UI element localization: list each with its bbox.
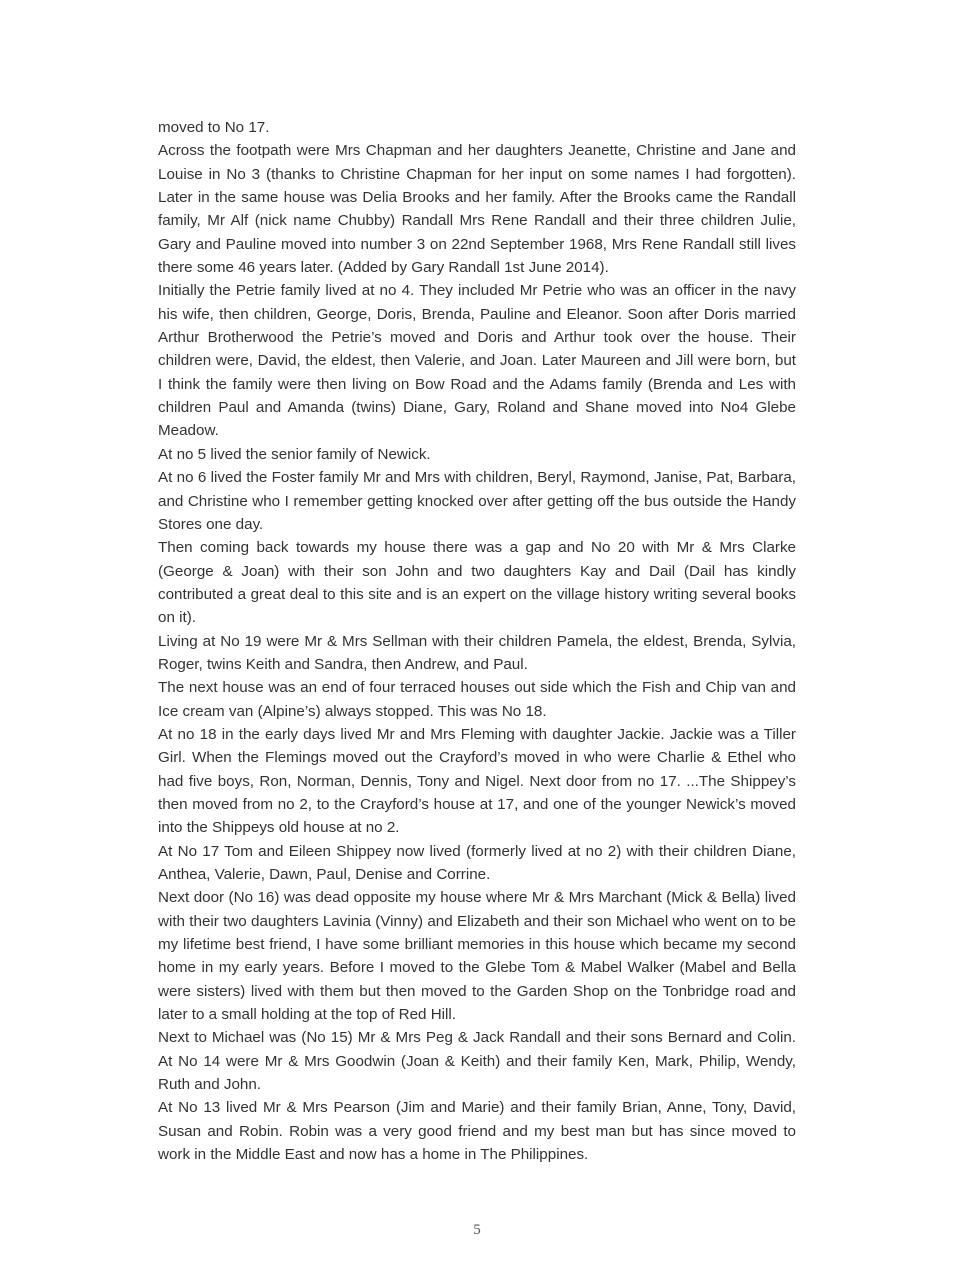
paragraph-no17-shippey: At No 17 Tom and Eileen Shippey now lived (formerly lived at no 2) with their children Diane, Anthea, Valerie, Dawn, Paul, Denise and Corrine.: [158, 842, 796, 883]
paragraph-no6-foster: At no 6 lived the Foster family Mr and Mrs with children, Beryl, Raymond, Janise, Pat, Barbara, and Christine who I remember getting knocked over after getting off the bus outside the Handy Stores one day.: [158, 469, 796, 533]
paragraph-no18-terrace: The next house was an end of four terraced houses out side which the Fish and Chip van and Ice cream van (Alpine’s) always stopped. This was No 18.: [158, 679, 796, 720]
document-body: [158, 116, 796, 1166]
paragraph-no4-petrie: Initially the Petrie family lived at no 4. They included Mr Petrie who was an officer in the navy his wife, then children, George, Doris, Brenda, Pauline and Eleanor. Soon after Doris married Arthur Brotherwood the Petrie’s moved and Doris and Arthur took over the house. Their children were, David, the eldest, then Valerie, and Joan. Later Maureen and Jill were born, but I think the family were then living on Bow Road and the Adams family (Brenda and Les with children Paul and Amanda (twins) Diane, Gary, Roland and Shane moved into No4 Glebe Meadow.: [158, 282, 796, 440]
paragraph-no20-clarke: Then coming back towards my house there was a gap and No 20 with Mr & Mrs Clarke (George & Joan) with their son John and two daughters Kay and Dail (Dail has kindly contributed a great deal to this site and is an expert on the village history writing several books on it).: [158, 539, 796, 627]
paragraph-no13-pearson: At No 13 lived Mr & Mrs Pearson (Jim and Marie) and their family Brian, Anne, Tony, David, Susan and Robin. Robin was a very good friend and my best man but has since moved to work in the Middle East and now has a home in The Philippines.: [158, 1099, 796, 1164]
paragraph-no19-sellman: Living at No 19 were Mr & Mrs Sellman with their children Pamela, the eldest, Brenda, Sylvia, Roger, twins Keith and Sandra, then Andrew, and Paul.: [158, 632, 796, 673]
paragraph-no18-fleming-crayford: At no 18 in the early days lived Mr and Mrs Fleming with daughter Jackie. Jackie was a Tiller Girl. When the Flemings moved out the Crayford’s moved in who were Charlie & Ethel who had five boys, Ron, Norman, Dennis, Tony and Nigel. Next door from no 17. ...The Shippey’s then moved from no 2, to the Crayford’s house at 17, and one of the younger Newick’s moved into the Shippeys old house at no 2.: [158, 725, 796, 837]
paragraph-no16-marchant: Next door (No 16) was dead opposite my house where Mr & Mrs Marchant (Mick & Bella) lived with their two daughters Lavinia (Vinny) and Elizabeth and their son Michael who went on to be my lifetime best friend, I have some brilliant memories in this house which became my second home in my early years. Before I moved to the Glebe Tom & Mabel Walker (Mabel and Bella were sisters) lived with them but then moved to the Garden Shop on the Tonbridge road and later to a small holding at the top of Red Hill.: [158, 889, 796, 1024]
paragraph-no5-newick: At no 5 lived the senior family of Newick.: [158, 445, 431, 463]
paragraph-no15-no14: Next to Michael was (No 15) Mr & Mrs Peg & Jack Randall and their sons Bernard and Colin. At No 14 were Mr & Mrs Goodwin (Joan & Keith) and their family Ken, Mark, Philip, Wendy, Ruth and John.: [158, 1029, 796, 1094]
page-number: 5: [473, 1222, 481, 1238]
paragraph-no3-chapman-randall: Across the footpath were Mrs Chapman and her daughters Jeanette, Christine and Jane and Louise in No 3 (thanks to Christine Chapman for her input on some names I had forgotten). Later in the same house was Delia Brooks and her family. After the Brooks came the Randall family, Mr Alf (nick name Chubby) Randall Mrs Rene Randall and their three children Julie, Gary and Pauline moved into number 3 on 22nd September 1968, Mrs Rene Randall still lives there some 46 years later. (Added by Gary Randall 1st June 2014).: [158, 142, 796, 277]
paragraph-moved-to-17: moved to No 17.: [158, 119, 270, 136]
